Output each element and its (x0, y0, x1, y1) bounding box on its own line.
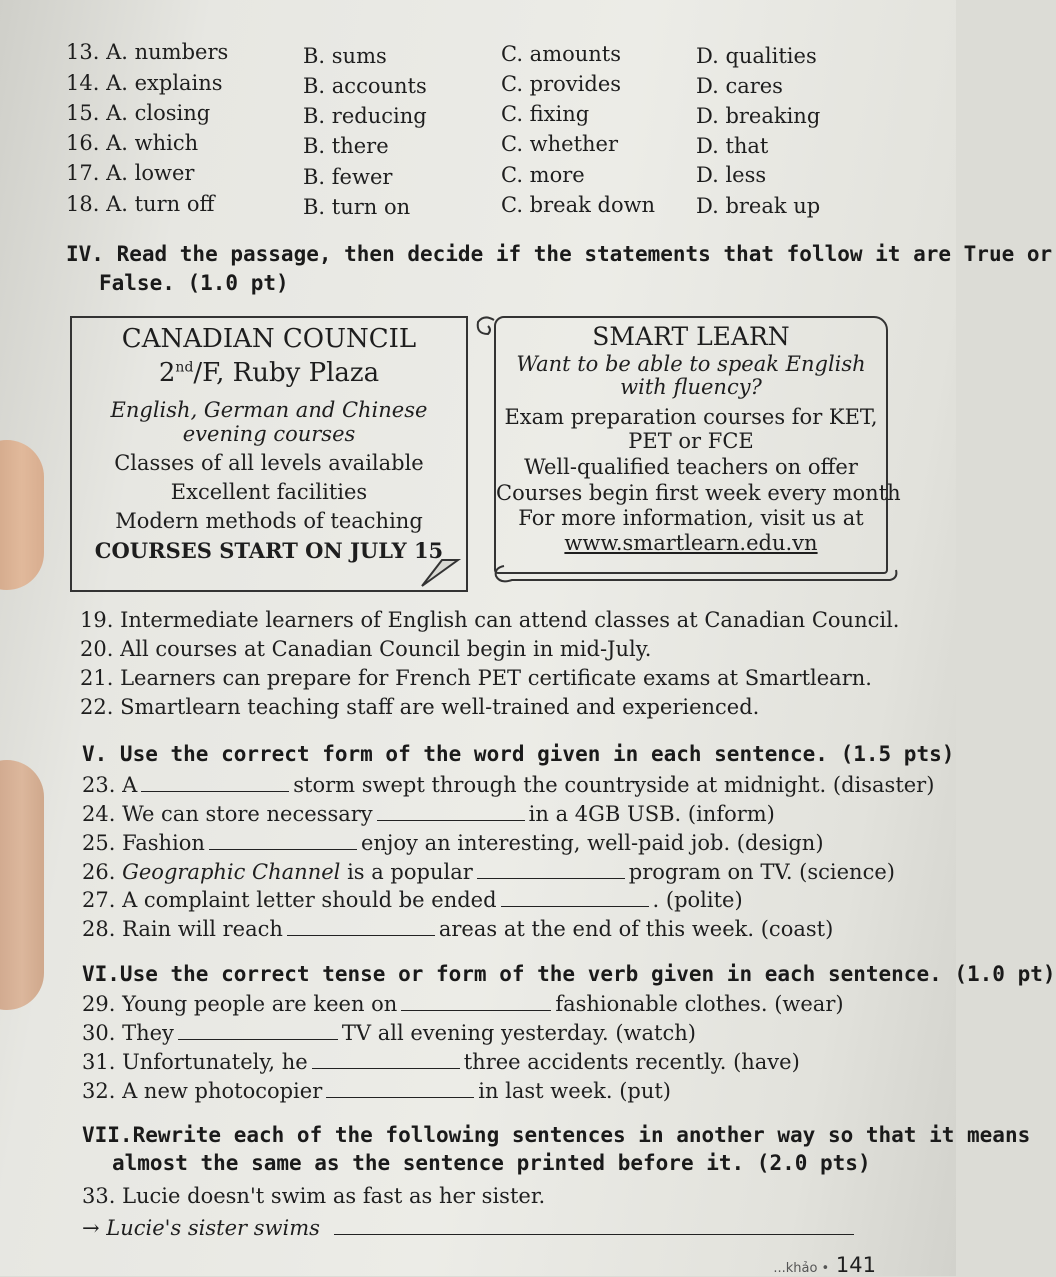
answer-blank[interactable] (377, 819, 525, 821)
question-29: 29. Young people are keen on fashionable clothes. (wear) (82, 992, 844, 1016)
page-curl-icon (420, 556, 460, 590)
question-28: 28. Rain will reach areas at the end of this week. (coast) (82, 917, 834, 941)
question-26: 26. Geographic Channel is a popular program on TV. (science) (82, 860, 895, 884)
question-33: 33. Lucie doesn't swim as fast as her sister. (82, 1184, 546, 1208)
textbook-page: 13. A. numbers B. sums C. amounts D. qualities 14. A. explains B. accounts C. provides D. cares 15. A. closing B. reducing C. fixing D. breaking 16. A. which B. there C. whether D. that 17. A. lower B. fewer C. more D. less 18. A. turn off B. turn on C. break down D. break up IV. Read the passage, then decide if the statements that follow it are True or False. (1.0 pt) CANADIAN COUNCIL 2nd/F, Ruby Plaza English, German and Chinese evening courses Classes of all levels available Excellent facilities Modern methods of teaching COURSES START ON JULY 15 SMART LEARN Want to be able to speak English with fluency? Exam preparation courses for KET, PET or FCE Well-qualified teachers on offer Courses begin first week every month For more information, visit us at www.smartlearn.edu.vn 19. Intermediate learners of English can attend classes at Canadian Council. 20. All courses at Canadian Council begin in mid-July. 21. Learners can prepare for French PET certificate exams at Smartlearn. 22. Smartlearn teaching staff are well-trained and experienced. V. Use the correct form of the word given in each sentence. (1.5 pts) 23. A storm swept through the countryside at midnight. (disaster) 24. We can store necessary in a 4GB USB. (inform) 25. Fashion enjoy an interesting, well-paid job. (design) 26. Geographic Channel is a popular program on TV. (science) 27. A complaint letter should be ended . (polite) 28. Rain will reach areas at the end of this week. (coast) VI.Use the correct tense or form of the verb given in each sentence. (1.0 pt) 29. Young people are keen on fashionable clothes. (wear) 30. They TV all evening yesterday. (watch) 31. Unfortunately, he three accidents recently. (have) 32. A new photocopier in last week. (put) VII.Rewrite each of the following sentences in another way so that it means almost the same as the sentence printed before it. (2.0 pts) 33. Lucie doesn't swim as fast as her sister. → Lucie's sister swims ...khảo • 141 (0, 0, 956, 1276)
section-6-heading: VI.Use the correct tense or form of the verb given in each sentence. (1.0 pt) (82, 962, 1056, 986)
statement-21: 21. Learners can prepare for French PET certificate exams at Smartlearn. (80, 666, 872, 690)
question-32: 32. A new photocopier in last week. (put) (82, 1079, 671, 1103)
section-4-heading: IV. Read the passage, then decide if the statements that follow it are True or (66, 242, 1053, 266)
statement-20: 20. All courses at Canadian Council begin in mid-July. (80, 637, 652, 661)
answer-blank[interactable] (477, 877, 625, 879)
answer-blank[interactable] (312, 1067, 460, 1069)
answer-blank[interactable] (287, 934, 435, 936)
answer-blank[interactable] (178, 1038, 338, 1040)
scroll-top-curl-icon (470, 312, 500, 342)
question-27: 27. A complaint letter should be ended . (polite) (82, 888, 743, 912)
answer-blank[interactable] (326, 1096, 474, 1098)
finger (0, 760, 44, 1010)
page-number: ...khảo • 141 (773, 1253, 876, 1277)
question-23: 23. A storm swept through the countryside at midnight. (disaster) (82, 773, 935, 797)
question-30: 30. They TV all evening yesterday. (watch) (82, 1021, 696, 1045)
answer-blank[interactable] (401, 1009, 551, 1011)
answer-blank[interactable] (501, 905, 649, 907)
answer-blank[interactable] (141, 790, 289, 792)
canadian-council-ad: CANADIAN COUNCIL 2nd/F, Ruby Plaza English, German and Chinese evening courses Classes of all levels available Excellent facilities Modern methods of teaching COURSES START ON JULY 15 (70, 316, 468, 592)
smartlearn-link[interactable]: www.smartlearn.edu.vn (564, 531, 818, 555)
question-31: 31. Unfortunately, he three accidents recently. (have) (82, 1050, 800, 1074)
question-33-rewrite: → Lucie's sister swims (82, 1216, 858, 1240)
question-24: 24. We can store necessary in a 4GB USB. (inform) (82, 802, 775, 826)
section-4-heading-cont: False. (1.0 pt) (99, 271, 289, 295)
statement-19: 19. Intermediate learners of English can attend classes at Canadian Council. (80, 608, 900, 632)
answer-blank[interactable] (334, 1233, 854, 1235)
scroll-curl-icon (490, 560, 910, 590)
question-25: 25. Fashion enjoy an interesting, well-paid job. (design) (82, 831, 824, 855)
answer-blank[interactable] (209, 848, 357, 850)
smart-learn-ad: SMART LEARN Want to be able to speak English with fluency? Exam preparation courses for KET, PET or FCE Well-qualified teachers on offer Courses begin first week every month For more information, visit us at www.smartlearn.edu.vn (494, 316, 888, 574)
statement-22: 22. Smartlearn teaching staff are well-trained and experienced. (80, 695, 760, 719)
section-7-heading-cont: almost the same as the sentence printed before it. (2.0 pts) (112, 1151, 871, 1175)
thumb (0, 440, 44, 590)
section-7-heading: VII.Rewrite each of the following sentences in another way so that it means (82, 1123, 1031, 1147)
section-5-heading: V. Use the correct form of the word given in each sentence. (1.5 pts) (82, 742, 955, 766)
